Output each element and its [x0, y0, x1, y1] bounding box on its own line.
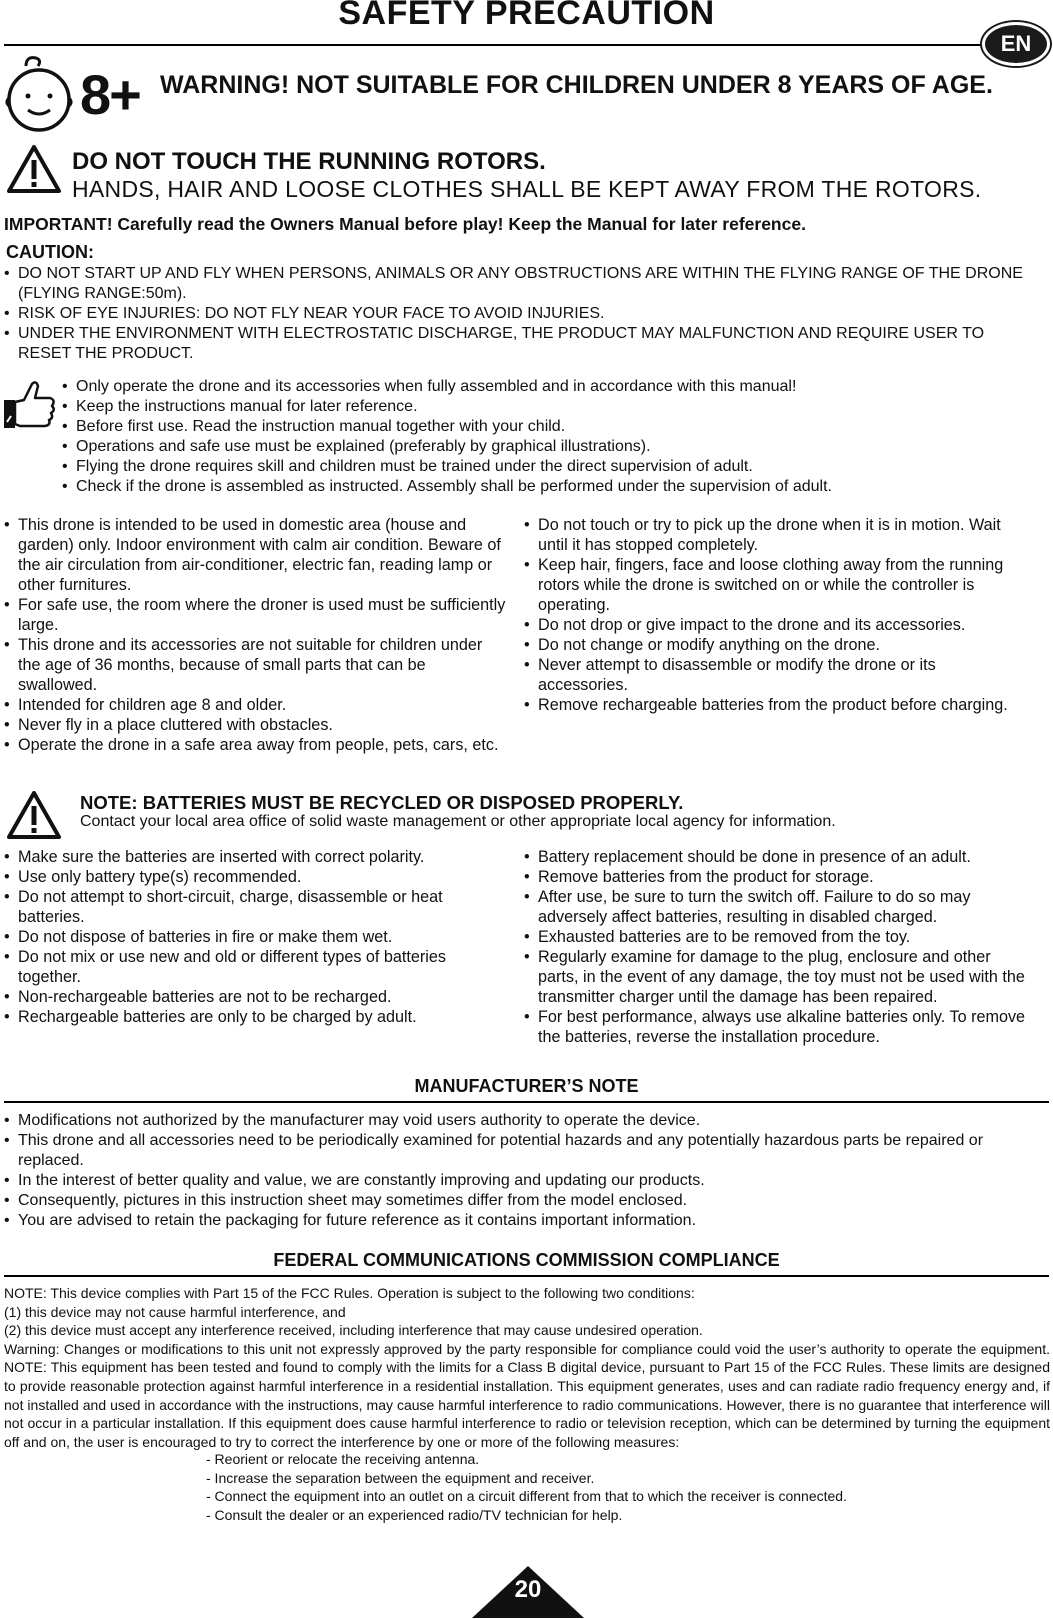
list-item: • Keep hair, fingers, face and loose clothing away from the running rotors while the drone is switched on or while the controller is operating.: [524, 555, 1024, 615]
rotor-warning-title: DO NOT TOUCH THE RUNNING ROTORS.: [72, 148, 546, 175]
battery-note-subtitle: Contact your local area office of solid waste management or other appropriate local agency for information.: [80, 813, 836, 830]
page-title: SAFETY PRECAUTION: [338, 0, 715, 32]
list-item: • You are advised to retain the packaging for future reference as it contains important information.: [4, 1211, 1034, 1231]
section-divider: [4, 1275, 1049, 1277]
list-item: • Operations and safe use must be explained (preferably by graphical illustrations).: [62, 437, 1022, 457]
title-divider: [4, 44, 989, 46]
page-number: 20: [514, 1576, 542, 1603]
list-item: • Before first use. Read the instruction manual together with your child.: [62, 417, 1022, 437]
list-item: • Battery replacement should be done in presence of an adult.: [524, 847, 1029, 867]
fcc-title: FEDERAL COMMUNICATIONS COMMISSION COMPLIANCE: [273, 1250, 780, 1270]
child-face-icon: [4, 52, 74, 134]
list-item: • Intended for children age 8 and older.: [4, 695, 509, 715]
fcc-line: (2) this device must accept any interference received, including interference that may cause undesired operation.: [4, 1322, 703, 1339]
list-item: • This drone and its accessories are not suitable for children under the age of 36 months, because of small parts that can be swallowed.: [4, 635, 509, 695]
fcc-paragraph: Warning: Changes or modifications to this unit not expressly approved by the party responsible for compliance could void the user’s authority to operate the equipment. NOTE: This equipment has been tested and found to comply with the limits for a Class B digital device, pursuant to Part 15 of the FCC Rules. These limits are designed to provide reasonable protection against harmful interference in a residential installation. This equipment generates, uses and can radiate radio frequency energy and, if not installed and used in accordance with the instructions, may cause harmful interference to radio communications. However, there is no guarantee that interference will not occur in a particular installation. If this equipment does cause harmful interference to radio or television reception, which can be determined by turning the equipment off and on, the user is encouraged to try to correct the interference by one or more of the following measures:: [4, 1340, 1050, 1450]
manufacturer-note-title: MANUFACTURER’S NOTE: [414, 1076, 639, 1096]
list-item: • Do not change or modify anything on the drone.: [524, 635, 1024, 655]
thumb-list: [62, 377, 1022, 497]
list-item: - Increase the separation between the equipment and receiver.: [206, 1469, 595, 1486]
list-item: • UNDER THE ENVIRONMENT WITH ELECTROSTATIC DISCHARGE, THE PRODUCT MAY MALFUNCTION AND REQUIRE USER TO RESET THE PRODUCT.: [4, 324, 1034, 364]
caution-heading: CAUTION:: [6, 242, 94, 262]
list-item: - Connect the equipment into an outlet on a circuit different from that to which the receiver is connected.: [206, 1488, 847, 1505]
warning-triangle-icon: [6, 790, 62, 840]
fcc-line: NOTE: This device complies with Part 15 of the FCC Rules. Operation is subject to the following two conditions:: [4, 1285, 695, 1301]
list-item: • Do not attempt to short-circuit, charge, disassemble or heat batteries.: [4, 887, 509, 927]
list-item: • Rechargeable batteries are only to be charged by adult.: [4, 1007, 509, 1027]
battery-list-right: [524, 847, 1029, 1047]
list-item: • This drone is intended to be used in domestic area (house and garden) only. Indoor environment with calm air condition. Beware of the air circulation from air-conditioner, electric fan, reading lamp or other furnitures.: [4, 515, 509, 595]
list-item: • Do not touch or try to pick up the drone when it is in motion. Wait until it has stopped completely.: [524, 515, 1024, 555]
list-item: • Operate the drone in a safe area away from people, pets, cars, etc.: [4, 735, 509, 755]
list-item: - Consult the dealer or an experienced radio/TV technician for help.: [206, 1506, 623, 1523]
list-item: • Regularly examine for damage to the plug, enclosure and other parts, in the event of any damage, the toy must not be used with the transmitter charger until the damage has been repaired.: [524, 947, 1029, 1007]
list-item: • After use, be sure to turn the switch off. Failure to do so may adversely affect batteries, resulting in disabled charged.: [524, 887, 1029, 927]
manufacturer-list: [4, 1111, 1034, 1231]
list-item: • RISK OF EYE INJURIES: DO NOT FLY NEAR YOUR FACE TO AVOID INJURIES.: [4, 304, 1034, 324]
list-item: • Modifications not authorized by the manufacturer may void users authority to operate the device.: [4, 1111, 1034, 1131]
list-item: - Reorient or relocate the receiving antenna.: [206, 1451, 480, 1467]
list-item: • Non-rechargeable batteries are not to be recharged.: [4, 987, 509, 1007]
usage-list-right: [524, 515, 1024, 715]
thumbs-up-icon: [2, 378, 58, 434]
age-rating: 8+: [80, 63, 140, 126]
list-item: • This drone and all accessories need to be periodically examined for potential hazards and any potentially hazardous parts be repaired or replaced.: [4, 1131, 1034, 1171]
language-badge: EN: [982, 22, 1050, 66]
list-item: • Remove batteries from the product for storage.: [524, 867, 1029, 887]
list-item: • Exhausted batteries are to be removed from the toy.: [524, 927, 1029, 947]
list-item: • For best performance, always use alkaline batteries only. To remove the batteries, reverse the installation procedure.: [524, 1007, 1029, 1047]
fcc-line: (1) this device may not cause harmful interference, and: [4, 1303, 346, 1320]
list-item: • Check if the drone is assembled as instructed. Assembly shall be performed under the supervision of adult.: [62, 477, 1022, 497]
list-item: • Remove rechargeable batteries from the product before charging.: [524, 695, 1024, 715]
list-item: • Flying the drone requires skill and children must be trained under the direct supervision of adult.: [62, 457, 1022, 477]
list-item: • For safe use, the room where the droner is used must be sufficiently large.: [4, 595, 509, 635]
important-notice: IMPORTANT! Carefully read the Owners Manual before play! Keep the Manual for later reference.: [4, 214, 806, 234]
list-item: • Make sure the batteries are inserted with correct polarity.: [4, 847, 509, 867]
battery-note-title: NOTE: BATTERIES MUST BE RECYCLED OR DISPOSED PROPERLY.: [80, 792, 684, 813]
list-item: • Only operate the drone and its accessories when fully assembled and in accordance with this manual!: [62, 377, 1022, 397]
usage-list-left: [4, 515, 509, 755]
caution-list: [4, 264, 1034, 364]
rotor-warning-subtitle: HANDS, HAIR AND LOOSE CLOTHES SHALL BE KEPT AWAY FROM THE ROTORS.: [72, 176, 982, 202]
warning-triangle-icon: [6, 144, 62, 194]
list-item: • Do not drop or give impact to the drone and its accessories.: [524, 615, 1024, 635]
list-item: • Use only battery type(s) recommended.: [4, 867, 509, 887]
fcc-measures: [206, 1450, 1006, 1524]
list-item: • Do not dispose of batteries in fire or make them wet.: [4, 927, 509, 947]
list-item: • Keep the instructions manual for later reference.: [62, 397, 1022, 417]
age-warning-text: WARNING! NOT SUITABLE FOR CHILDREN UNDER 8 YEARS OF AGE.: [160, 71, 993, 99]
list-item: • In the interest of better quality and value, we are constantly improving and updating our products.: [4, 1171, 1034, 1191]
list-item: • Consequently, pictures in this instruction sheet may sometimes differ from the model enclosed.: [4, 1191, 1034, 1211]
section-divider: [4, 1101, 1049, 1103]
list-item: • Never attempt to disassemble or modify the drone or its accessories.: [524, 655, 1024, 695]
list-item: • Do not mix or use new and old or different types of batteries together.: [4, 947, 509, 987]
battery-list-left: [4, 847, 509, 1027]
fcc-text: [4, 1284, 1050, 1451]
list-item: • Never fly in a place cluttered with obstacles.: [4, 715, 509, 735]
list-item: • DO NOT START UP AND FLY WHEN PERSONS, ANIMALS OR ANY OBSTRUCTIONS ARE WITHIN THE FLYING RANGE OF THE DRONE (FLYING RANGE:50m).: [4, 264, 1034, 304]
